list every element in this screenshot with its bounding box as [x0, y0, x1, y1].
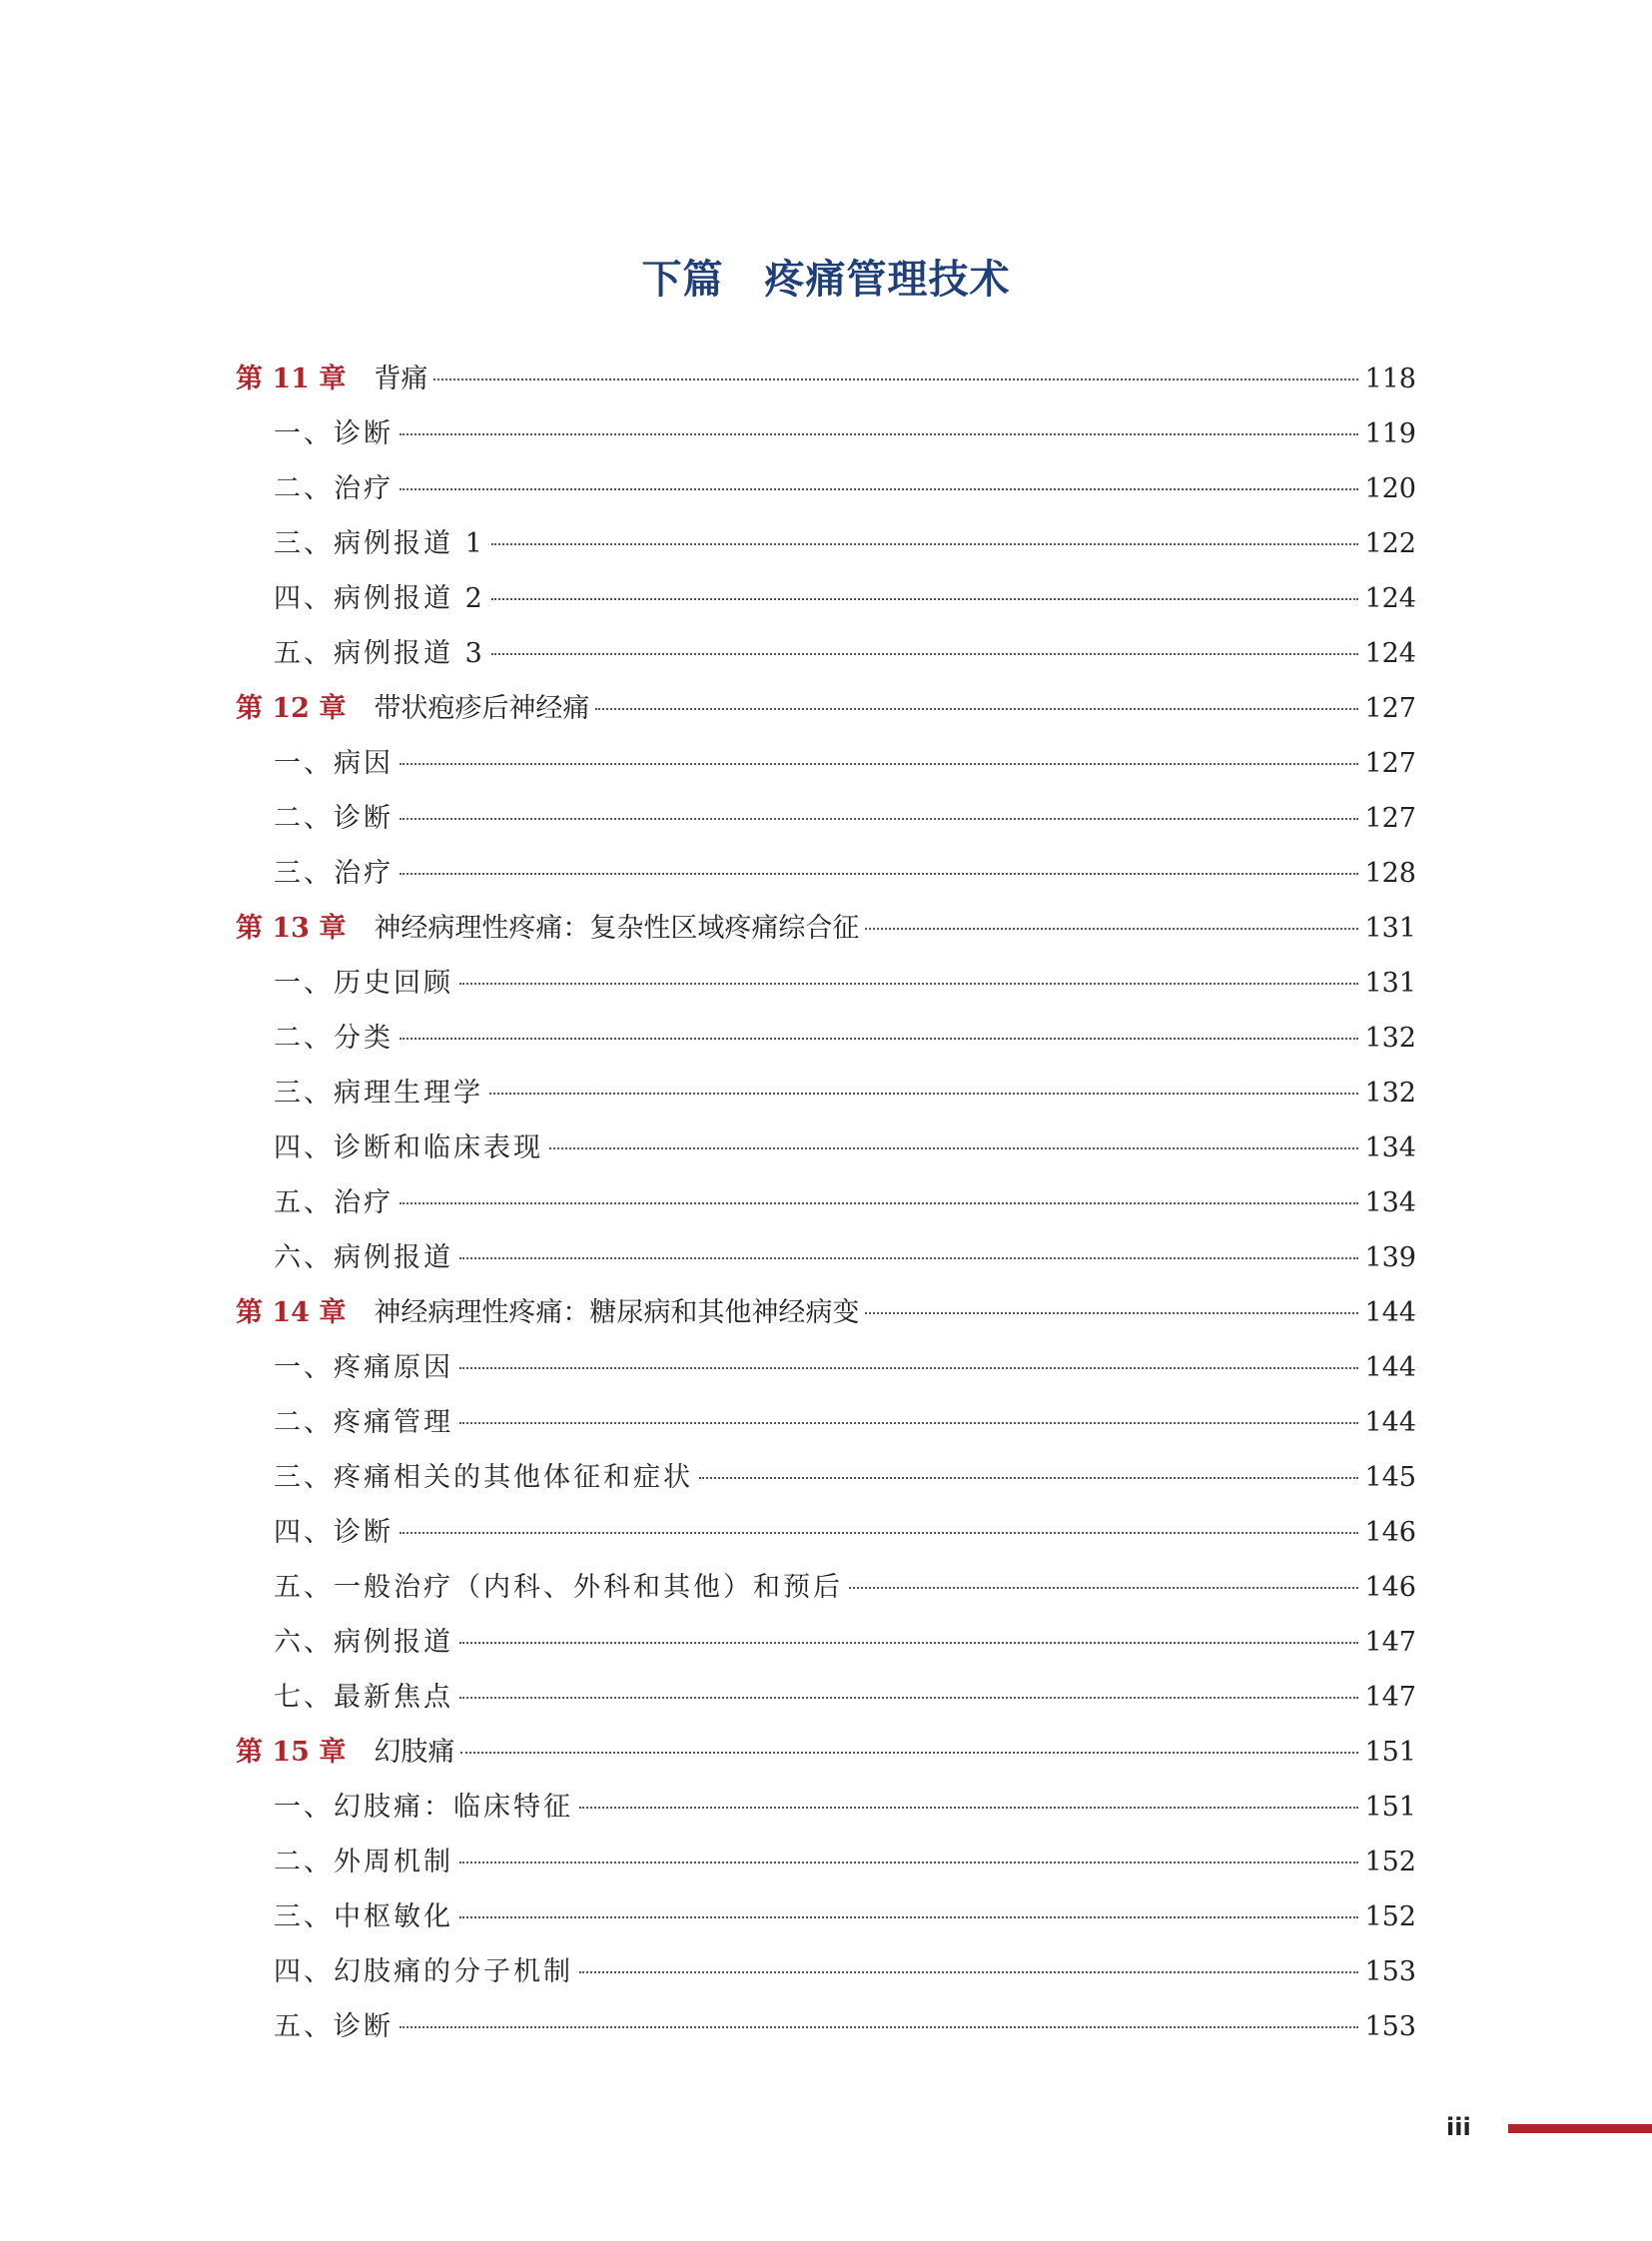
chapter-label: 第 11 章	[236, 364, 347, 394]
entry-title: 四、病例报道 2	[274, 583, 485, 614]
chapter-label: 第 14 章	[236, 1297, 347, 1328]
entry-page-number: 152	[1364, 1847, 1416, 1877]
toc-section-entry[interactable]	[236, 1510, 1416, 1565]
entry-title: 一、历史回顾	[274, 968, 453, 999]
entry-page-number: 134	[1364, 1132, 1416, 1163]
entry-page-number: 139	[1364, 1242, 1416, 1273]
toc-section-entry[interactable]	[236, 796, 1416, 851]
dot-leader	[849, 1587, 1358, 1589]
dot-leader	[459, 1862, 1358, 1864]
toc-section-entry[interactable]	[236, 1949, 1416, 2004]
dot-leader	[491, 543, 1359, 545]
toc-section-entry[interactable]	[236, 1565, 1416, 1620]
entry-title: 二、诊断	[274, 803, 394, 834]
entry-title: 幻肢痛	[374, 1737, 455, 1768]
entry-page-number: 124	[1364, 638, 1416, 669]
dot-leader	[579, 1807, 1358, 1809]
dot-leader	[459, 1642, 1358, 1644]
entry-page-number: 151	[1364, 1792, 1416, 1823]
dot-leader	[491, 653, 1359, 655]
toc-section-entry[interactable]	[236, 1235, 1416, 1290]
entry-title: 四、诊断和临床表现	[274, 1132, 543, 1163]
entry-title: 四、幻肢痛的分子机制	[274, 1956, 573, 1987]
dot-leader	[549, 1147, 1358, 1149]
entry-page-number: 127	[1364, 803, 1416, 834]
dot-leader	[400, 873, 1358, 875]
entry-title: 三、治疗	[274, 858, 394, 889]
toc-section-entry[interactable]	[236, 1785, 1416, 1840]
dot-leader	[459, 1422, 1358, 1424]
dot-leader	[400, 488, 1358, 490]
dot-leader	[595, 708, 1358, 710]
chapter-label: 第 15 章	[236, 1737, 347, 1768]
dot-leader	[865, 928, 1358, 930]
entry-title: 二、治疗	[274, 473, 394, 504]
dot-leader	[579, 1971, 1358, 1973]
page-title: 下篇 疼痛管理技术	[641, 256, 1011, 303]
entry-title: 二、外周机制	[274, 1847, 453, 1877]
entry-page-number: 132	[1364, 1078, 1416, 1109]
dot-leader	[459, 1257, 1358, 1259]
entry-page-number: 146	[1364, 1517, 1416, 1548]
dot-leader	[491, 598, 1359, 600]
toc-chapter-entry[interactable]	[236, 906, 1416, 961]
toc-section-entry[interactable]	[236, 411, 1416, 466]
dot-leader	[459, 1367, 1358, 1369]
dot-leader	[699, 1477, 1358, 1479]
chapter-label: 第 13 章	[236, 913, 347, 944]
entry-page-number: 144	[1364, 1407, 1416, 1438]
entry-title: 一、病因	[274, 748, 394, 779]
dot-leader	[400, 1202, 1358, 1204]
entry-title: 三、疼痛相关的其他体征和症状	[274, 1462, 693, 1493]
dot-leader	[400, 433, 1358, 435]
entry-title: 五、一般治疗（内科、外科和其他）和预后	[274, 1572, 843, 1603]
entry-title: 神经病理性疼痛：复杂性区域疼痛综合征	[374, 913, 860, 944]
toc-chapter-entry[interactable]	[236, 357, 1416, 411]
entry-title: 一、幻肢痛：临床特征	[274, 1792, 573, 1823]
dot-leader	[459, 983, 1358, 985]
entry-page-number: 144	[1364, 1352, 1416, 1383]
entry-page-number: 131	[1364, 913, 1416, 944]
toc-section-entry[interactable]	[236, 521, 1416, 576]
entry-page-number: 144	[1364, 1297, 1416, 1328]
entry-page-number: 119	[1364, 418, 1416, 449]
entry-page-number: 131	[1364, 968, 1416, 999]
toc-section-entry[interactable]	[236, 631, 1416, 686]
toc-section-entry[interactable]	[236, 1620, 1416, 1675]
entry-page-number: 147	[1364, 1682, 1416, 1713]
dot-leader	[400, 763, 1358, 765]
entry-title: 五、病例报道 3	[274, 638, 485, 669]
entry-page-number: 147	[1364, 1627, 1416, 1658]
toc-section-entry[interactable]	[236, 2004, 1416, 2059]
entry-title: 三、病例报道 1	[274, 528, 485, 559]
dot-leader	[865, 1312, 1358, 1314]
dot-leader	[459, 1697, 1358, 1699]
entry-page-number: 124	[1364, 583, 1416, 614]
entry-title: 七、最新焦点	[274, 1682, 453, 1713]
entry-page-number: 120	[1364, 473, 1416, 504]
toc-chapter-entry[interactable]	[236, 686, 1416, 741]
dot-leader	[400, 818, 1358, 820]
dot-leader	[459, 1916, 1358, 1918]
toc-section-entry[interactable]	[236, 1400, 1416, 1455]
toc-section-entry[interactable]	[236, 1016, 1416, 1071]
dot-leader	[400, 1532, 1358, 1534]
toc-section-entry[interactable]	[236, 961, 1416, 1016]
entry-page-number: 127	[1364, 693, 1416, 724]
toc-section-entry[interactable]	[236, 1071, 1416, 1125]
entry-title: 五、诊断	[274, 2011, 394, 2042]
toc-section-entry[interactable]	[236, 1180, 1416, 1235]
toc-chapter-entry[interactable]	[236, 1290, 1416, 1345]
dot-leader	[489, 1093, 1358, 1095]
toc-chapter-entry[interactable]	[236, 1730, 1416, 1785]
entry-title: 四、诊断	[274, 1517, 394, 1548]
toc-section-entry[interactable]	[236, 466, 1416, 521]
entry-page-number: 153	[1364, 1956, 1416, 1987]
toc-section-entry[interactable]	[236, 1840, 1416, 1894]
entry-title: 三、病理生理学	[274, 1078, 483, 1109]
entry-page-number: 146	[1364, 1572, 1416, 1603]
entry-page-number: 153	[1364, 2011, 1416, 2042]
entry-title: 六、病例报道	[274, 1242, 453, 1273]
entry-page-number: 122	[1364, 528, 1416, 559]
entry-page-number: 151	[1364, 1737, 1416, 1768]
entry-page-number: 127	[1364, 748, 1416, 779]
dot-leader	[460, 1752, 1358, 1754]
entry-title: 六、病例报道	[274, 1627, 453, 1658]
entry-title: 带状疱疹后神经痛	[374, 693, 590, 724]
toc-section-entry[interactable]	[236, 851, 1416, 906]
toc-section-entry[interactable]	[236, 1345, 1416, 1400]
entry-page-number: 152	[1364, 1901, 1416, 1932]
entry-title: 背痛	[374, 364, 428, 394]
chapter-label: 第 12 章	[236, 693, 347, 724]
entry-title: 二、分类	[274, 1023, 394, 1054]
entry-page-number: 134	[1364, 1187, 1416, 1218]
table-of-contents	[236, 357, 1416, 2059]
dot-leader	[400, 2026, 1358, 2028]
toc-section-entry[interactable]	[236, 1125, 1416, 1180]
entry-title: 二、疼痛管理	[274, 1407, 453, 1438]
entry-page-number: 145	[1364, 1462, 1416, 1493]
page-number: iii	[1446, 2113, 1471, 2141]
dot-leader	[433, 378, 1358, 380]
entry-title: 三、中枢敏化	[274, 1901, 453, 1932]
entry-page-number: 118	[1364, 364, 1416, 394]
dot-leader	[400, 1038, 1358, 1040]
toc-section-entry[interactable]	[236, 1894, 1416, 1949]
entry-title: 一、疼痛原因	[274, 1352, 453, 1383]
entry-title: 五、治疗	[274, 1187, 394, 1218]
toc-section-entry[interactable]	[236, 741, 1416, 796]
entry-page-number: 132	[1364, 1023, 1416, 1054]
toc-section-entry[interactable]	[236, 1675, 1416, 1730]
toc-section-entry[interactable]	[236, 1455, 1416, 1510]
footer-accent-bar	[1508, 2124, 1652, 2133]
toc-section-entry[interactable]	[236, 576, 1416, 631]
entry-title: 一、诊断	[274, 418, 394, 449]
entry-title: 神经病理性疼痛：糖尿病和其他神经病变	[374, 1297, 860, 1328]
entry-page-number: 128	[1364, 858, 1416, 889]
